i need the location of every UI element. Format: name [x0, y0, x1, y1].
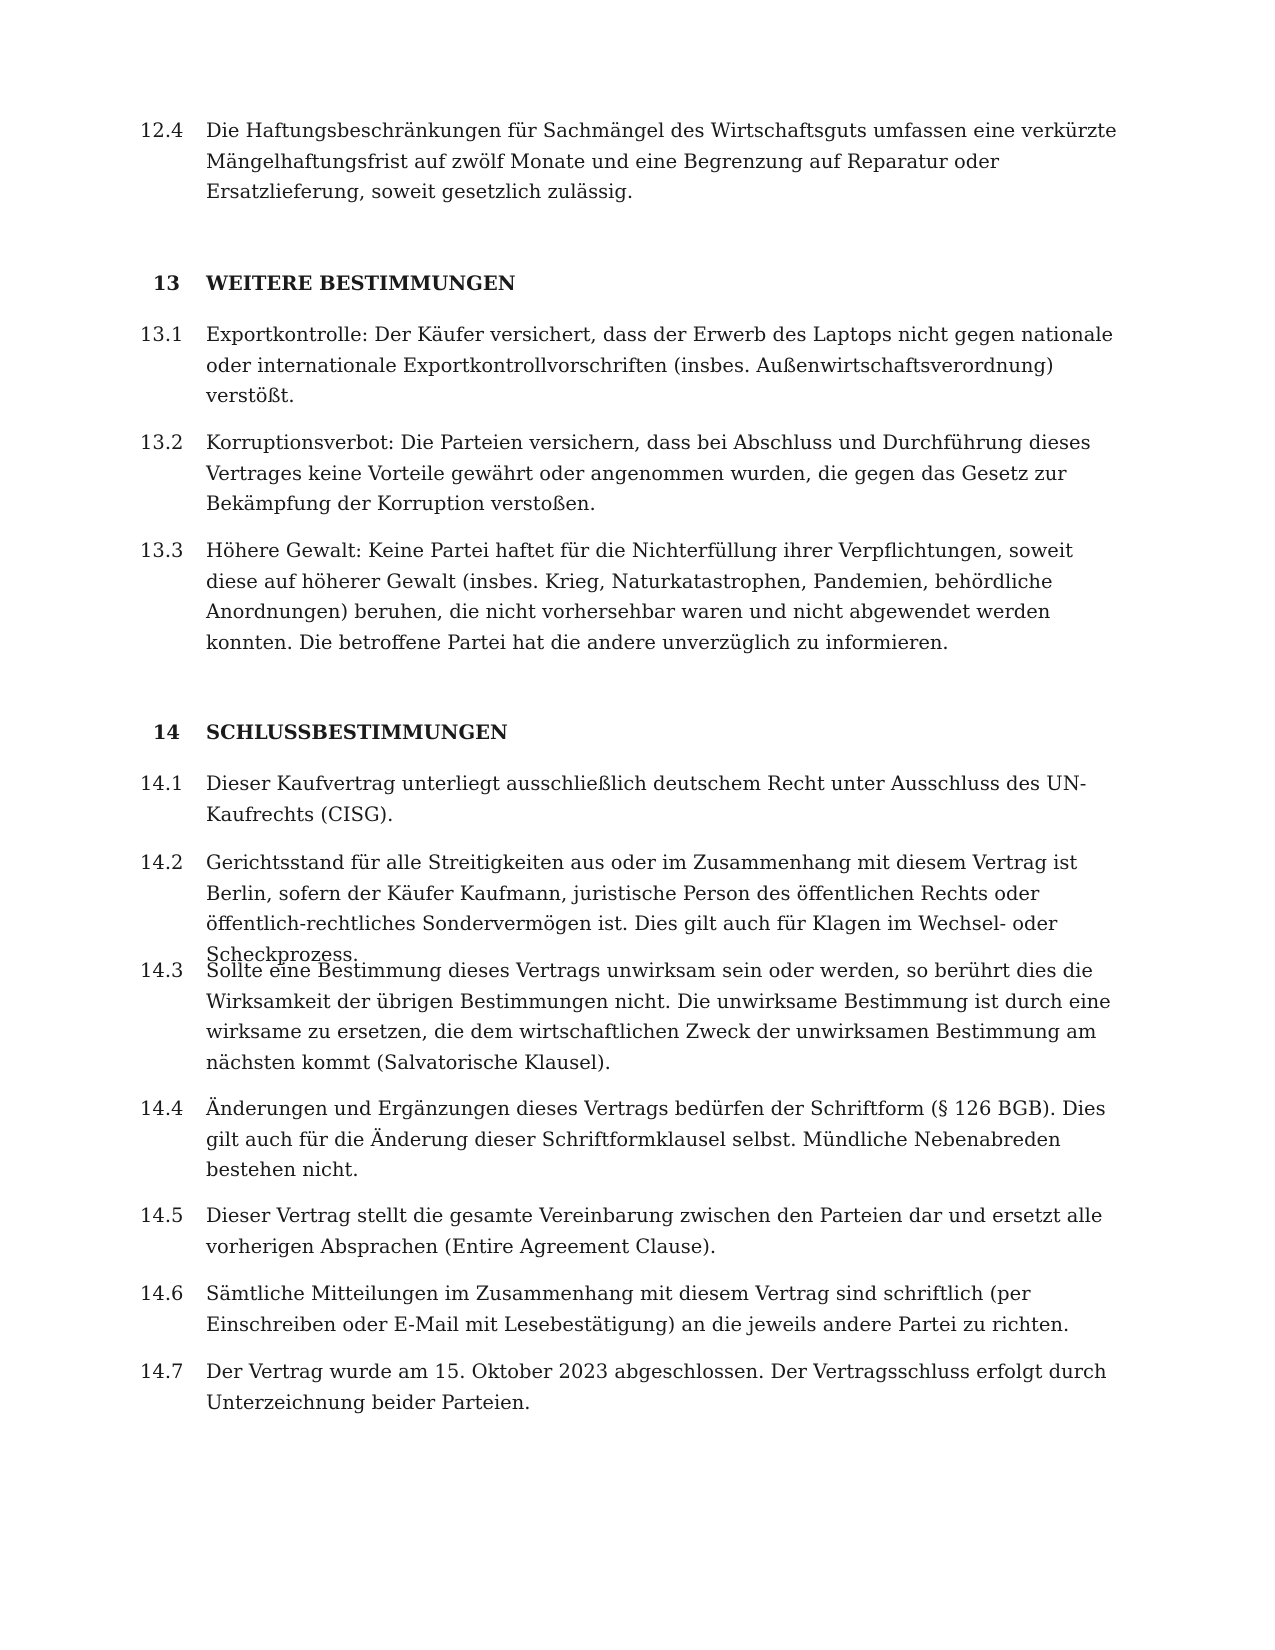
clause-text: Exportkontrolle: Der Käufer versichert, dass der Erwerb des Laptops nicht gegen nationale oder internationale Exportkontrollvorschriften (insbes. Außenwirtschaftsverordnung) verstößt.: [206, 323, 1114, 407]
section-heading-14: [140, 718, 1140, 748]
clause-14-6: [140, 1279, 1140, 1340]
section-number: 14: [152, 721, 180, 744]
clause-number: 14.1: [140, 772, 184, 795]
clause-12-4: [140, 116, 1140, 208]
clause-text: Höhere Gewalt: Keine Partei haftet für die Nichterfüllung ihrer Verpflichtungen, soweit diese auf höherer Gewalt (insbes. Krieg, Naturkatastrophen, Pandemien, behördliche Anordnungen) beruhen, die nicht vorhersehbar waren und nicht abgewendet werden konnten. Die betroffene Partei hat die andere unverzüglich zu informieren.: [206, 539, 1073, 654]
clause-13-2: [140, 428, 1140, 520]
clause-13-1: [140, 320, 1140, 412]
section-title: WEITERE BESTIMMUNGEN: [206, 272, 516, 295]
clause-14-3: [140, 956, 1140, 1078]
clause-text: Sämtliche Mitteilungen im Zusammenhang mit diesem Vertrag sind schriftlich (per Einschreiben oder E-Mail mit Lesebestätigung) an die jeweils andere Partei zu richten.: [206, 1282, 1070, 1336]
clause-text: Korruptionsverbot: Die Parteien versichern, dass bei Abschluss und Durchführung dieses Vertrages keine Vorteile gewährt oder angenommen wurden, die gegen das Gesetz zur Bekämpfung der Korruption verstoßen.: [206, 431, 1091, 515]
clause-text: Der Vertrag wurde am 15. Oktober 2023 abgeschlossen. Der Vertragsschluss erfolgt durch Unterzeichnung beider Parteien.: [206, 1360, 1107, 1414]
clause-text: Sollte eine Bestimmung dieses Vertrags unwirksam sein oder werden, so berührt dies die Wirksamkeit der übrigen Bestimmungen nicht. Die unwirksame Bestimmung ist durch eine wirksame zu ersetzen, die dem wirtschaftlichen Zweck der unwirksamen Bestimmung am nächsten kommt (Salvatorische Klausel).: [206, 959, 1111, 1074]
clause-number: 13.2: [140, 431, 184, 454]
clause-number: 14.3: [140, 959, 184, 982]
clause-number: 13.3: [140, 539, 184, 562]
clause-text: Änderungen und Ergänzungen dieses Vertrags bedürfen der Schriftform (§ 126 BGB). Dies gilt auch für die Änderung dieser Schriftformklausel selbst. Mündliche Nebenabreden bestehen nicht.: [206, 1097, 1106, 1181]
clause-text: Dieser Kaufvertrag unterliegt ausschließlich deutschem Recht unter Ausschluss des UN-Kaufrechts (CISG).: [206, 772, 1087, 826]
clause-number: 14.4: [140, 1097, 184, 1120]
clause-number: 14.7: [140, 1360, 184, 1383]
clause-14-4: [140, 1094, 1140, 1186]
clause-14-2: [140, 848, 1140, 970]
clause-13-3: [140, 536, 1140, 658]
clause-number: 14.5: [140, 1204, 184, 1227]
clause-number: 14.6: [140, 1282, 184, 1305]
clause-text: Gerichtsstand für alle Streitigkeiten aus oder im Zusammenhang mit diesem Vertrag ist Berlin, sofern der Käufer Kaufmann, juristische Person des öffentlichen Rechts oder öffentlich-rechtliches Sondervermögen ist. Dies gilt auch für Klagen im Wechsel- oder Scheckprozess.: [206, 851, 1078, 966]
clause-14-7: [140, 1357, 1140, 1418]
clause-text: Dieser Vertrag stellt die gesamte Vereinbarung zwischen den Parteien dar und ersetzt alle vorherigen Absprachen (Entire Agreement Clause).: [206, 1204, 1103, 1258]
clause-14-1: [140, 769, 1140, 830]
section-heading-13: [140, 269, 1140, 299]
clause-number: 14.2: [140, 851, 184, 874]
section-number: 13: [152, 272, 180, 295]
clause-number: 13.1: [140, 323, 184, 346]
section-title: SCHLUSSBESTIMMUNGEN: [206, 721, 508, 744]
clause-number: 12.4: [140, 119, 184, 142]
clause-14-5: [140, 1201, 1140, 1262]
clause-text: Die Haftungsbeschränkungen für Sachmängel des Wirtschaftsguts umfassen eine verkürzte Mängelhaftungsfrist auf zwölf Monate und eine Begrenzung auf Reparatur oder Ersatzlieferung, soweit gesetzlich zulässig.: [206, 119, 1117, 203]
